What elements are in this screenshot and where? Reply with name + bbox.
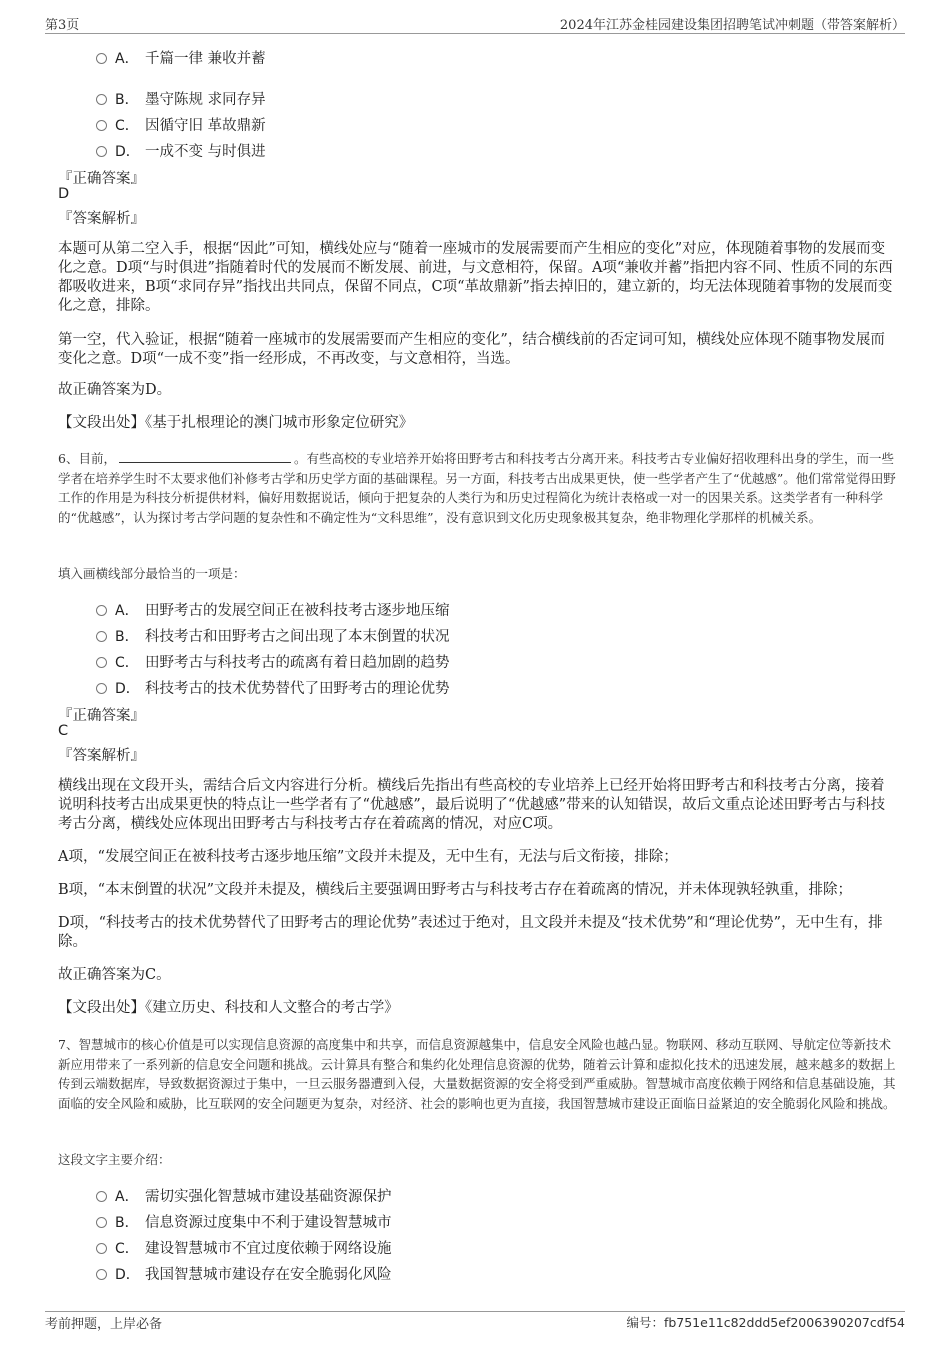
- q6-analysis-conclusion: 故正确答案为C。: [58, 967, 171, 983]
- radio-icon[interactable]: [96, 1191, 107, 1202]
- q5-analysis-para: 本题可从第二空入手，根据“因此”可知，横线处应与“随着一座城市的发展需要而产生相应的变化”对应，体现随着事物的发展而变化之意。D项“与时俱进”指随着时代的发展而不断发展、前进，与文意相符，保留。A项“兼收并蓄”指把内容不同、性质不同的东西都吸收进来，B项“求同存异”指找出共同点，保留不同点，C项“革故鼎新”指去掉旧的，建立新的，均无法体现随着事物的发展而变化之意，排除。: [58, 241, 893, 314]
- q6-source: 【文段出处】《建立历史、科技和人文整合的考古学》: [58, 1000, 399, 1016]
- q7-stem: 7、智慧城市的核心价值是可以实现信息资源的高度集中和共享，而信息资源越集中，信息安全风险也越凸显。物联网、移动互联网、导航定位等新技术新应用带来了一系列新的信息安全问题和挑战。云计算具有整合和集约化处理信息资源的优势，随着云计算和虚拟化技术的迅速发展，越来越多的数据上传到云端数据库，导致数据资源过于集中，一旦云服务器遭到入侵，大量数据资源的安全将受到严重威胁。智慧城市高度依赖于网络和信息基础设施，其面临的安全风险和威胁，比互联网的安全问题更为复杂，对经济、社会的影响也更为直接，我国智慧城市建设正面临日益紧迫的安全脆弱化风险和挑战。: [58, 1037, 896, 1111]
- radio-icon[interactable]: [96, 1217, 107, 1228]
- page-header: [45, 14, 905, 34]
- document-title: 2024年江苏金桂园建设集团招聘笔试冲刺题（带答案解析）: [559, 18, 905, 33]
- q6-analysis-para: B项，“本末倒置的状况”文段并未提及，横线后主要强调田野考古与科技考古存在着疏离的情况，并未体现孰轻孰重，排除；: [58, 882, 852, 898]
- q6-stem: 6、目前， 。有些高校的专业培养开始将田野考古和科技考古分离开来。科技考古专业偏好招收理科出身的学生，而一些学者在培养学生时不太要求他们补修考古学和历史学方面的基础课程。另一方面，科技考古出成果更快，使一些学者产生了“优越感”。他们常常觉得田野工作的作用是为科技分析提供材料，偏好用数据说话，倾向于把复杂的人类行为和历史过程简化为统计表格或一对一的因果关系。这类学者有一种科学的“优越感”，认为探讨考古学问题的复杂性和不确定性为“文科思维”，没有意识到文化历史现象极其复杂，绝非物理化学那样的机械关系。: [58, 451, 896, 525]
- q6-option-a[interactable]: A． 田野考古的发展空间正在被科技考古逐步地压缩: [96, 599, 450, 620]
- q6-answer-label: 『正确答案』: [58, 708, 145, 724]
- q6-analysis-para: A项，“发展空间正在被科技考古逐步地压缩”文段并未提及，无中生有，无法与后文衔接，排除；: [58, 849, 678, 865]
- radio-icon[interactable]: [96, 683, 107, 694]
- q6-analysis-label: 『答案解析』: [58, 748, 145, 764]
- footer-divider: [45, 1311, 905, 1312]
- q6-answer: C: [58, 723, 69, 739]
- radio-icon[interactable]: [96, 94, 107, 105]
- q5-answer: D: [58, 186, 70, 202]
- q5-analysis-label: 『答案解析』: [58, 211, 145, 227]
- radio-icon[interactable]: [96, 120, 107, 131]
- q6-option-d[interactable]: D． 科技考古的技术优势替代了田野考古的理论优势: [96, 677, 450, 698]
- q7-option-b[interactable]: B． 信息资源过度集中不利于建设智慧城市: [96, 1211, 392, 1232]
- q6-option-b[interactable]: B． 科技考古和田野考古之间出现了本末倒置的状况: [96, 625, 450, 646]
- radio-icon[interactable]: [96, 1269, 107, 1280]
- radio-icon[interactable]: [96, 146, 107, 157]
- q6-option-c[interactable]: C． 田野考古与科技考古的疏离有着日趋加剧的趋势: [96, 651, 450, 672]
- q5-answer-label: 『正确答案』: [58, 171, 145, 187]
- q7-option-d[interactable]: D． 我国智慧城市建设存在安全脆弱化风险: [96, 1263, 392, 1284]
- q5-analysis-para: 第一空，代入验证，根据“随着一座城市的发展需要而产生相应的变化”，结合横线前的否定词可知，横线处应体现不随事物发展而变化之意。D项“一成不变”指一经形成，不再改变，与文意相符，当选。: [58, 332, 885, 367]
- q5-analysis-conclusion: 故正确答案为D。: [58, 382, 172, 398]
- q6-analysis-para: 横线出现在文段开头，需结合后文内容进行分析。横线后先指出有些高校的专业培养上已经开始将田野考古和科技考古分离，接着说明科技考古出成果更快的特点让一些学者有了“优越感”，最后说明了“优越感”带来的认知错误，故后文重点论述田野考古与科技考古分离，横线处应体现出田野考古与科技考古存在着疏离的情况，对应C项。: [58, 778, 886, 832]
- q7-option-c[interactable]: C． 建设智慧城市不宜过度依赖于网络设施: [96, 1237, 392, 1258]
- document-code: 编号：fb751e11c82ddd5ef2006390207cdf54: [626, 1315, 905, 1330]
- footer-slogan: 考前押题，上岸必备: [45, 1317, 163, 1332]
- q6-analysis-para: D项，“科技考古的技术优势替代了田野考古的理论优势”表述过于绝对，且文段并未提及“技术优势”和“理论优势”，无中生有，排除。: [58, 915, 883, 950]
- q7-prompt: 这段文字主要介绍：: [58, 1152, 171, 1167]
- header-divider: [45, 33, 905, 34]
- q5-option-c[interactable]: C． 因循守旧 革故鼎新: [96, 114, 266, 135]
- fill-blank: [119, 450, 291, 463]
- page-number: 第3页: [45, 18, 80, 33]
- radio-icon[interactable]: [96, 605, 107, 616]
- radio-icon[interactable]: [96, 1243, 107, 1254]
- q5-option-a[interactable]: A． 千篇一律 兼收并蓄: [96, 47, 266, 68]
- radio-icon[interactable]: [96, 657, 107, 668]
- q7-option-a[interactable]: A． 需切实强化智慧城市建设基础资源保护: [96, 1185, 392, 1206]
- radio-icon[interactable]: [96, 631, 107, 642]
- radio-icon[interactable]: [96, 53, 107, 64]
- q6-prompt: 填入画横线部分最恰当的一项是：: [58, 566, 246, 581]
- q5-option-d[interactable]: D． 一成不变 与时俱进: [96, 140, 266, 161]
- q5-option-b[interactable]: B． 墨守陈规 求同存异: [96, 88, 266, 109]
- q5-source: 【文段出处】《基于扎根理论的澳门城市形象定位研究》: [58, 415, 414, 431]
